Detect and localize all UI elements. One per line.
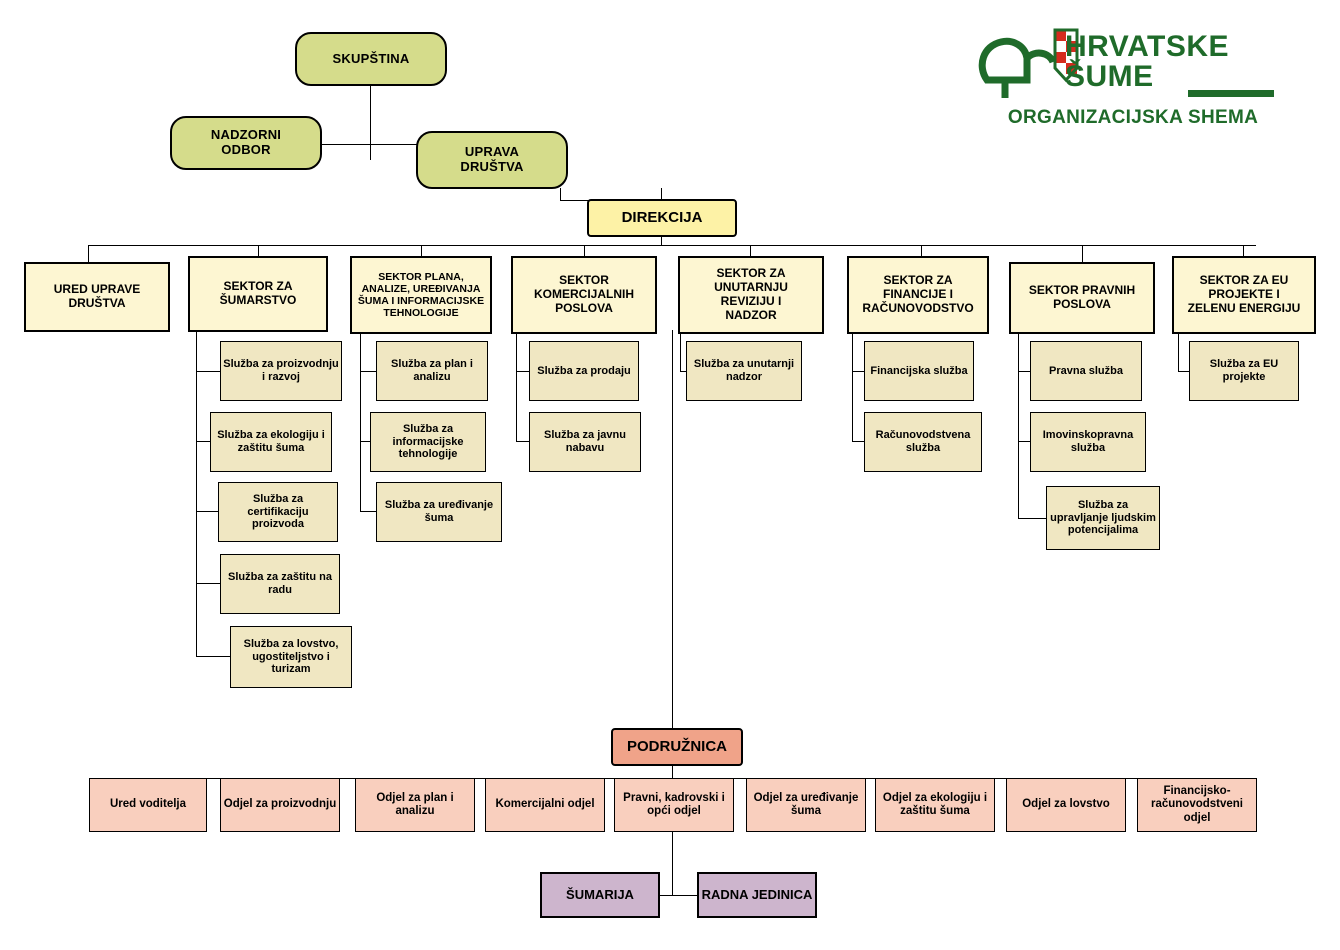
node-radna-jedinica[interactable]: [697, 872, 817, 918]
node-label: Služba za proizvodnju i razvoj: [223, 358, 339, 383]
node-label-line2: ODBOR: [221, 142, 271, 157]
connector: [360, 441, 370, 442]
node-label: Komercijalni odjel: [495, 798, 595, 811]
node-sluzba[interactable]: [220, 554, 340, 614]
connector: [661, 236, 662, 245]
node-sluzba[interactable]: [376, 482, 502, 542]
node-sector-pravnih-poslova[interactable]: [1009, 262, 1155, 334]
node-label: Služba za informacijske tehnologije: [392, 423, 464, 461]
connector: [196, 656, 230, 657]
connector: [360, 371, 376, 372]
node-label: Računovodstvena služba: [875, 429, 971, 454]
node-odjel[interactable]: [1137, 778, 1257, 832]
connector: [360, 334, 361, 512]
node-odjel[interactable]: [355, 778, 475, 832]
node-label-line3: RAČUNOVODSTVO: [862, 300, 974, 315]
logo-brand-line2: ŠUME: [1065, 60, 1154, 93]
node-label-line2: ANALIZE, UREĐIVANJA: [361, 282, 481, 295]
node-label-line1: SEKTOR ZA: [716, 266, 786, 281]
connector: [88, 245, 89, 263]
connector: [196, 511, 220, 512]
connector: [680, 334, 681, 372]
connector: [852, 441, 864, 442]
node-label-line1: SEKTOR ZA: [883, 273, 953, 288]
connector: [360, 511, 376, 512]
node-label: Služba za ekologiju i zaštitu šuma: [217, 429, 325, 454]
node-label-line3: REVIZIJU I: [720, 294, 782, 308]
node-label: SKUPŠTINA: [332, 50, 410, 66]
connector: [196, 583, 220, 584]
node-sluzba[interactable]: [864, 412, 982, 472]
node-label: Služba za javnu nabavu: [544, 429, 626, 454]
connector: [196, 371, 220, 372]
node-sumarija[interactable]: [540, 872, 660, 918]
node-label-line4: TEHNOLOGIJE: [383, 307, 459, 320]
node-direkcija[interactable]: [587, 199, 737, 237]
node-sector-sumarstvo[interactable]: [188, 256, 328, 332]
node-sluzba[interactable]: [529, 412, 641, 472]
node-sluzba[interactable]: [864, 341, 974, 401]
node-label: Pravni, kadrovski i opći odjel: [623, 791, 725, 817]
connector: [1178, 334, 1179, 372]
node-sluzba[interactable]: [370, 412, 486, 472]
node-sector-ured-uprave-drustva[interactable]: [24, 262, 170, 332]
node-label-line1: UPRAVA: [464, 144, 520, 160]
node-label: Ured voditelja: [109, 798, 187, 811]
node-uprava-drustva[interactable]: [416, 131, 568, 189]
node-label-line3: ZELENU ENERGIJU: [1187, 300, 1301, 315]
connector: [852, 334, 853, 442]
node-sluzba[interactable]: [529, 341, 639, 401]
connector: [516, 334, 517, 442]
node-podruznica[interactable]: [611, 728, 743, 766]
node-odjel[interactable]: [485, 778, 605, 832]
node-label-line2: KOMERCIJALNIH: [533, 287, 634, 302]
connector: [1082, 245, 1083, 263]
node-label: Služba za lovstvo, ugostiteljstvo i turizam: [243, 638, 339, 676]
node-label: RADNA JEDINICA: [701, 886, 813, 902]
connector: [1178, 371, 1189, 372]
node-sluzba[interactable]: [230, 626, 352, 688]
node-label: Odjel za lovstvo: [1022, 798, 1110, 811]
node-label: Odjel za plan i analizu: [376, 791, 454, 817]
node-label-line3: POSLOVA: [555, 300, 613, 315]
node-label: Služba za zaštitu na radu: [228, 571, 332, 596]
connector: [560, 188, 561, 200]
node-odjel[interactable]: [220, 778, 340, 832]
connector: [1018, 334, 1019, 518]
node-label-line1: SEKTOR ZA EU: [1199, 273, 1289, 288]
chart-title: ORGANIZACIJSKA SHEMA: [1007, 107, 1259, 128]
node-sector-unutarnja-revizija[interactable]: [678, 256, 824, 334]
connector: [1018, 518, 1046, 519]
node-label-line2: POSLOVA: [1053, 297, 1111, 311]
node-label-line1: NADZORNI: [210, 127, 282, 143]
connector: [1018, 371, 1030, 372]
node-label: PODRUŽNICA: [627, 738, 727, 756]
node-label: Služba za unutarnji nadzor: [693, 358, 795, 383]
node-sector-eu-projekti[interactable]: [1172, 256, 1316, 334]
logo-brand-line1: HRVATSKE: [1065, 30, 1230, 63]
connector: [516, 371, 529, 372]
node-nadzorni-odbor[interactable]: [170, 116, 322, 170]
connector: [672, 832, 673, 895]
connector: [370, 85, 371, 160]
node-label: Imovinskopravna služba: [1042, 429, 1134, 454]
node-label-line1: SEKTOR PRAVNIH: [1028, 283, 1136, 298]
node-sluzba[interactable]: [1046, 486, 1160, 550]
node-label: Služba za prodaju: [537, 364, 631, 377]
node-label-line2: UNUTARNJU: [714, 280, 788, 295]
node-odjel[interactable]: [614, 778, 734, 832]
node-label: ŠUMARIJA: [566, 886, 634, 902]
connector: [672, 330, 673, 730]
node-label: DIREKCIJA: [621, 209, 703, 227]
node-label-line1: SEKTOR ZA: [223, 279, 293, 294]
node-sluzba[interactable]: [1030, 412, 1146, 472]
node-label-line2: ŠUMARSTVO: [219, 293, 297, 307]
node-label-line2: PROJEKTE I: [1208, 287, 1280, 302]
node-skupstina[interactable]: [295, 32, 447, 86]
node-label-line2: DRUŠTVA: [460, 159, 524, 174]
node-label: Služba za certifikaciju proizvoda: [247, 493, 309, 531]
connector: [196, 332, 197, 657]
node-label: Financijsko-računovodstveni odjel: [1150, 785, 1244, 824]
connector: [672, 766, 673, 778]
node-label-line2: DRUŠTVA: [68, 296, 126, 310]
node-label-line1: SEKTOR PLANA,: [378, 270, 464, 283]
node-odjel[interactable]: [1006, 778, 1126, 832]
node-label: Odjel za ekologiju i zaštitu šuma: [882, 791, 988, 817]
node-odjel[interactable]: [89, 778, 207, 832]
node-label: Pravna služba: [1049, 364, 1123, 377]
node-label-line1: SEKTOR: [559, 273, 609, 288]
node-label: Odjel za proizvodnju: [223, 798, 337, 811]
node-label: Služba za uređivanje šuma: [384, 499, 494, 524]
node-label-line1: URED UPRAVE: [53, 282, 141, 297]
node-odjel[interactable]: [746, 778, 866, 832]
connector: [88, 245, 1256, 246]
node-label: Služba za plan i analizu: [391, 358, 473, 383]
node-sluzba[interactable]: [686, 341, 802, 401]
node-sluzba[interactable]: [220, 341, 342, 401]
node-label-line4: NADZOR: [725, 307, 777, 322]
connector: [516, 441, 529, 442]
logo-underline: [1188, 90, 1274, 97]
connector: [1018, 441, 1030, 442]
node-label-line2: FINANCIJE I: [882, 287, 953, 302]
node-sector-financije-racunovodstvo[interactable]: [847, 256, 989, 334]
node-sluzba[interactable]: [210, 412, 332, 472]
node-sluzba[interactable]: [218, 482, 338, 542]
node-label: Financijska služba: [870, 364, 968, 377]
node-sluzba[interactable]: [1189, 341, 1299, 401]
node-label-line3: ŠUMA I INFORMACIJSKE: [357, 295, 485, 307]
node-label: Služba za EU projekte: [1209, 358, 1279, 383]
node-odjel[interactable]: [875, 778, 995, 832]
node-sluzba[interactable]: [1030, 341, 1142, 401]
node-sector-plana-analize[interactable]: [350, 256, 492, 334]
node-label: Služba za upravljanje ljudskim potencijalima: [1050, 499, 1156, 537]
connector: [852, 371, 864, 372]
node-sluzba[interactable]: [376, 341, 488, 401]
node-label: Odjel za uređivanje šuma: [753, 791, 859, 817]
node-sector-komercijalnih-poslova[interactable]: [511, 256, 657, 334]
